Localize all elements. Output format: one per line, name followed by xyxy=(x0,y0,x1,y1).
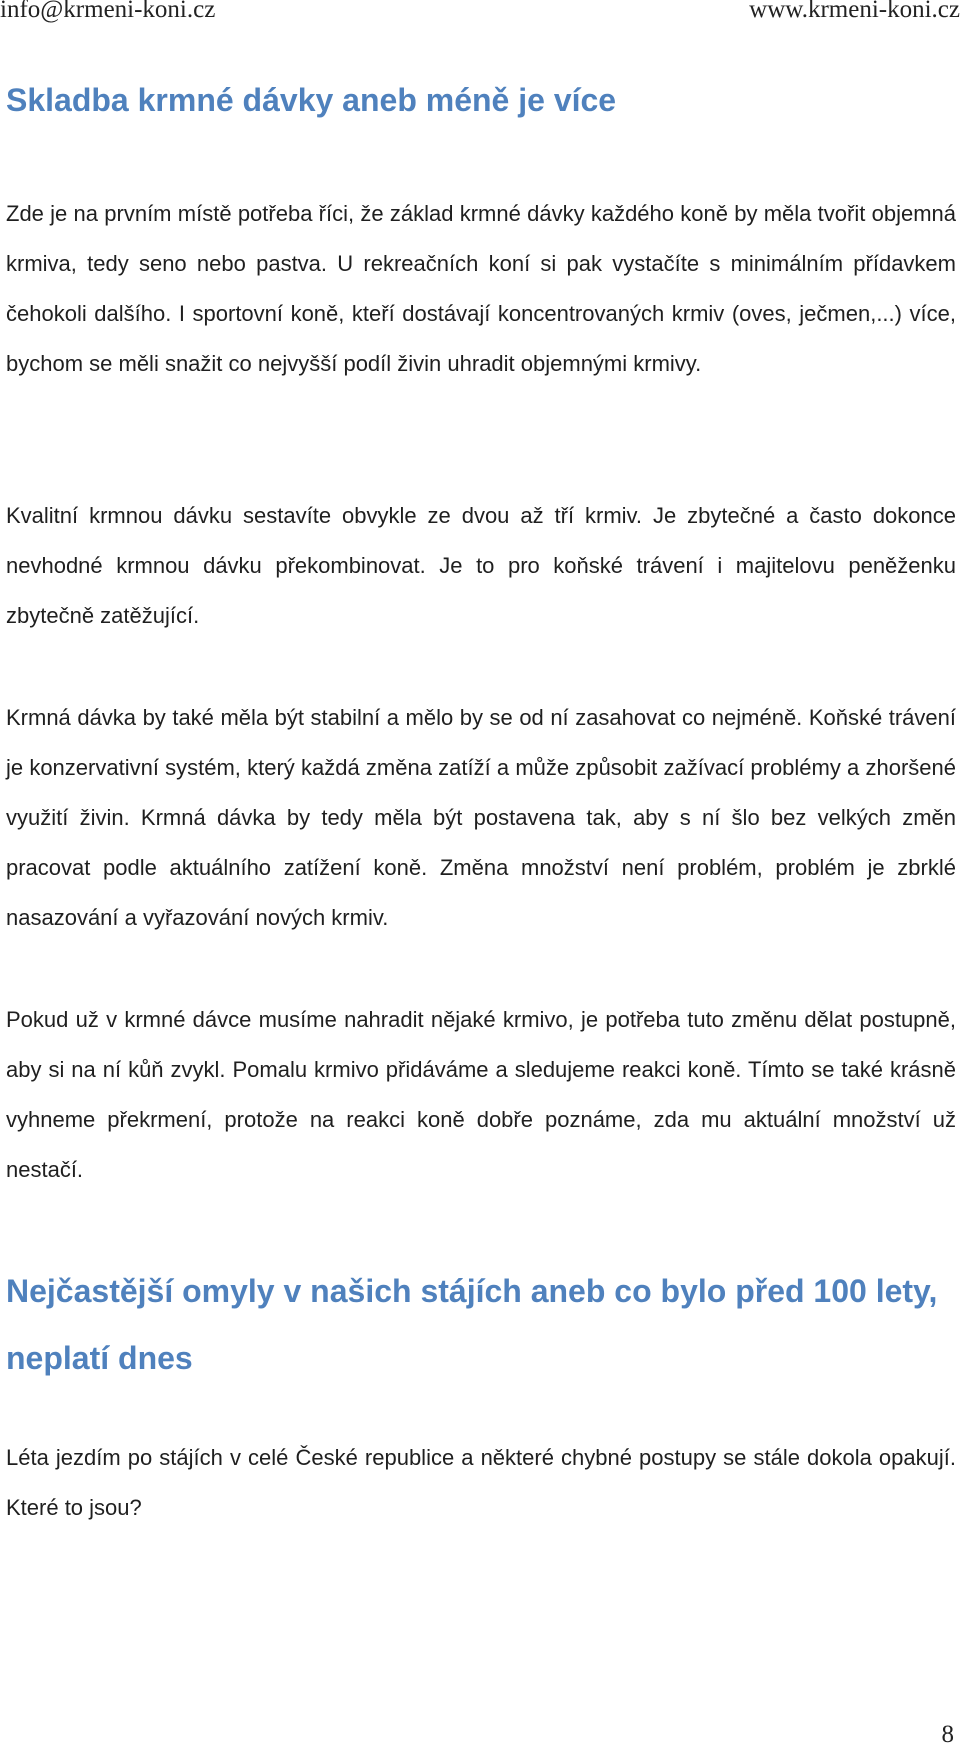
header-website: www.krmeni-koni.cz xyxy=(749,0,960,23)
page-number: 8 xyxy=(941,1721,954,1748)
section-title-omyly: Nejčastější omyly v našich stájích aneb co bylo před 100 lety, neplatí dnes xyxy=(6,1273,938,1376)
section-title-skladba: Skladba krmné dávky aneb méně je více xyxy=(6,82,617,118)
paragraph-stabilni-krmna-davka: Krmná dávka by také měla být stabilní a mělo by se od ní zasahovat co nejméně. Koňské trávení je konzervativní systém, který každá změna zatíží a může způsobit zažívací problémy a zhoršené využití živin. Krmná dávka by tedy měla být postavena tak, aby s ní šlo bez velkých změn pracovat podle aktuálního zatížení koně. Změna množství není problém, problém je zbrklé nasazování a vyřazování nových krmiv. xyxy=(6,705,956,930)
paragraph-zaklad-krmne-davky: Zde je na prvním místě potřeba říci, že základ krmné dávky každého koně by měla tvořit objemná krmiva, tedy seno nebo pastva. U rekreačních koní si pak vystačíte s minimálním přídavkem čehokoli dalšího. I sportovní koně, kteří dostávají koncentrovaných krmiv (oves, ječmen,...) více, bychom se měli snažit co nejvyšší podíl živin uhradit objemnými krmivy. xyxy=(6,201,956,376)
header-email: info@krmeni-koni.cz xyxy=(0,0,216,23)
paragraph-leta-jezdim: Léta jezdím po stájích v celé České republice a některé chybné postupy se stále dokola opakují. Které to jsou? xyxy=(6,1445,956,1520)
page-header xyxy=(0,0,960,28)
paragraph-nahrazeni-krmiva: Pokud už v krmné dávce musíme nahradit nějaké krmivo, je potřeba tuto změnu dělat postupně, aby si na ní kůň zvykl. Pomalu krmivo přidáváme a sledujeme reakci koně. Tímto se také krásně vyhneme překrmení, protože na reakci koně dobře poznáme, zda mu aktuální množství už nestačí. xyxy=(6,1007,956,1182)
paragraph-kvalitni-krmna-davka: Kvalitní krmnou dávku sestavíte obvykle ze dvou až tří krmiv. Je zbytečné a často dokonce nevhodné krmnou dávku překombinovat. Je to pro koňské trávení i majitelovu peněženku zbytečně zatěžující. xyxy=(6,503,956,628)
